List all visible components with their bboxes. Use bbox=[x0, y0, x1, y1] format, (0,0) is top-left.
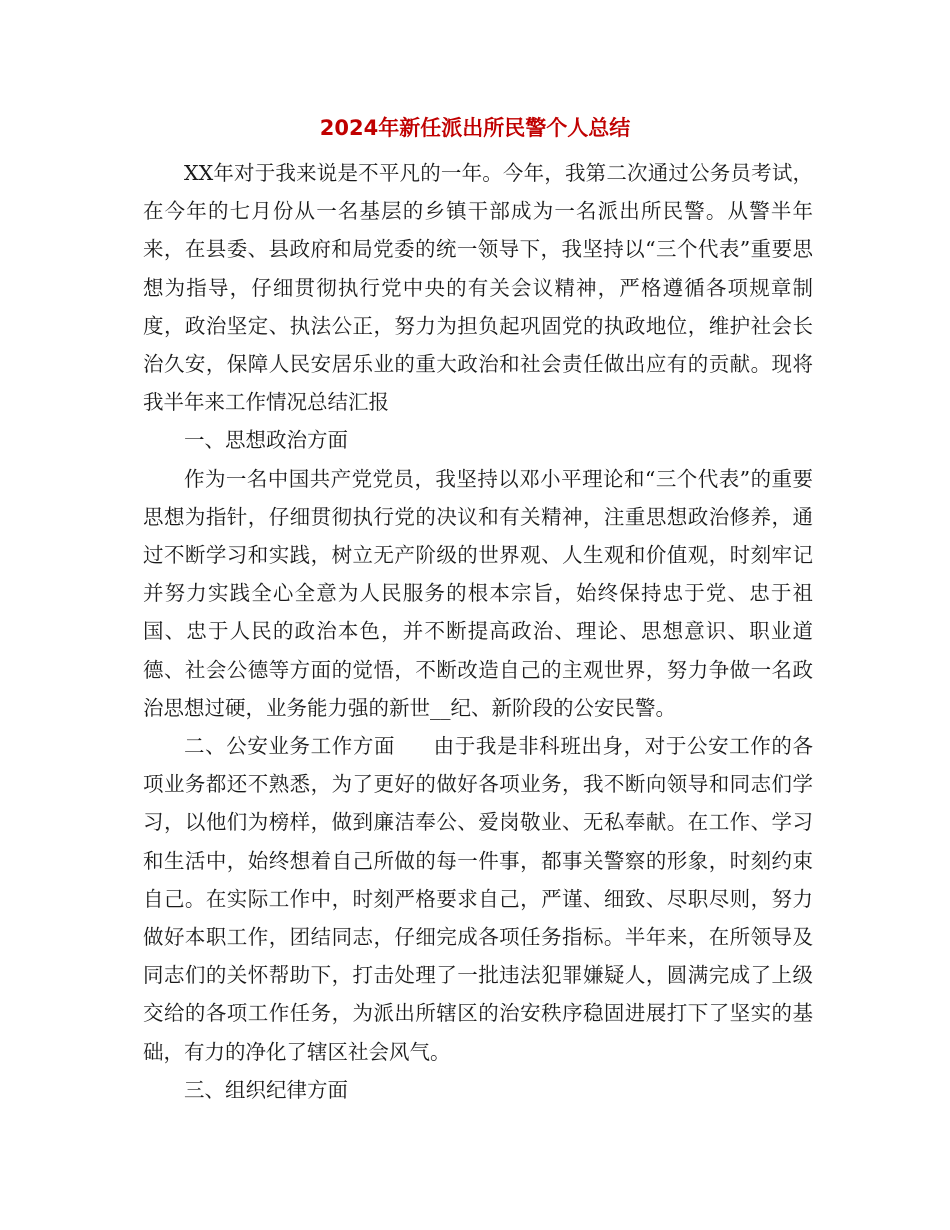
section-heading-discipline: 三、组织纪律方面 bbox=[184, 1077, 348, 1102]
section-heading-business: 二、公安业务工作方面 bbox=[184, 734, 396, 759]
document-body bbox=[143, 154, 813, 1109]
section-heading-political: 一、思想政治方面 bbox=[184, 428, 348, 453]
political-paragraph: 作为一名中国共产党党员，我坚持以邓小平理论和“三个代表”的重要思想为指针，仔细贯彻执行党的决议和有关精神，注重思想政治修养，通过不断学习和实践，树立无产阶级的世界观、人生观和价值观，时刻牢记并努力实践全心全意为人民服务的根本宗旨，始终保持忠于党、忠于祖国、忠于人民的政治本色，并不断提高政治、理论、思想意识、职业道德、社会公德等方面的觉悟，不断改造自己的主观世界，努力争做一名政治思想过硬，业务能力强的新世__纪、新阶段的公安民警。 bbox=[143, 466, 813, 720]
business-body-text: 由于我是非科班出身，对于公安工作的各项业务都还不熟悉，为了更好的做好各项业务，我不断向领导和同志们学习，以他们为榜样，做到廉洁奉公、爱岗敬业、无私奉献。在工作、学习和生活中，始终想着自己所做的每一件事，都事关警察的形象，时刻约束自己。在实际工作中，时刻严格要求自己，严谨、细致、尽职尽则，努力做好本职工作，团结同志，仔细完成各项任务指标。半年来，在所领导及同志们的关怀帮助下，打击处理了一批违法犯罪嫌疑人，圆满完成了上级交给的各项工作任务，为派出所辖区的治安秩序稳固进展打下了坚实的基础，有力的净化了辖区社会风气。 bbox=[143, 734, 814, 1064]
document-title: 2024年新任派出所民警个人总结 bbox=[319, 116, 631, 140]
intro-paragraph: XX年对于我来说是不平凡的一年。今年，我第二次通过公务员考试，在今年的七月份从一名基层的乡镇干部成为一名派出所民警。从警半年来，在县委、县政府和局党委的统一领导下，我坚持以“三个代表”重要思想为指导，仔细贯彻执行党中央的有关会议精神，严格遵循各项规章制度，政治坚定、执法公正，努力为担负起巩固党的执政地位，维护社会长治久安，保障人民安居乐业的重大政治和社会责任做出应有的贡献。现将我半年来工作情况总结汇报 bbox=[143, 161, 813, 415]
business-paragraph bbox=[143, 727, 813, 1071]
